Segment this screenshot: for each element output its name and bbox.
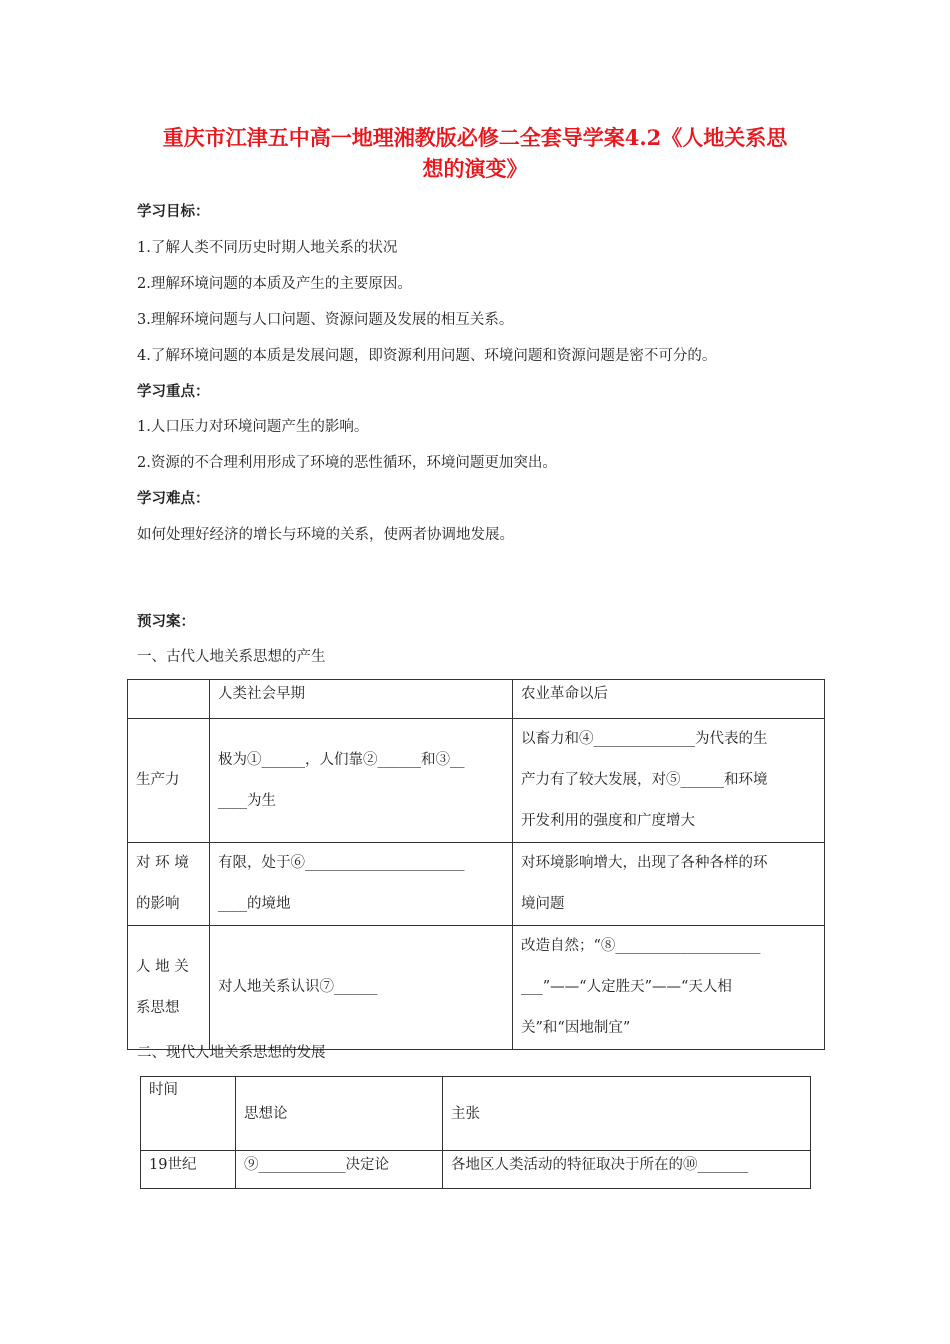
cell-line: ____的境地 — [218, 896, 291, 912]
section-2-heading: 二、现代人地关系思想的发展 — [137, 1045, 326, 1061]
table-row — [141, 1151, 811, 1189]
key-point-item: 1.人口压力对环境问题产生的影响。 — [137, 419, 369, 435]
table-row — [128, 719, 825, 843]
cell-line: 对环境影响增大，出现了各种各样的环 — [521, 855, 768, 871]
cell-line: 境问题 — [521, 896, 565, 912]
document-title — [110, 122, 840, 184]
objectives-heading: 学习目标： — [137, 203, 210, 220]
cell-line: 改造自然；“⑧____________________ — [521, 938, 761, 954]
key-points-heading: 学习重点： — [137, 383, 210, 400]
cell-line: 的影响 — [136, 896, 180, 912]
cell-theory: ⑨____________决定论 — [236, 1151, 443, 1189]
cell-early — [210, 843, 513, 926]
cell-claim: 各地区人类活动的特征取决于所在的⑩_______ — [443, 1151, 811, 1189]
cell-line: 关”和“因地制宜” — [521, 1020, 631, 1036]
cell-line: ___”——“人定胜天”——“天人相 — [521, 979, 732, 995]
cell-line: 开发利用的强度和广度增大 — [521, 813, 695, 829]
ancient-thought-table — [127, 679, 825, 1050]
cell-time: 19世纪 — [141, 1151, 236, 1189]
objective-item: 3.理解环境问题与人口问题、资源问题及发展的相互关系。 — [137, 312, 514, 328]
table-header-cell: 主张 — [443, 1077, 811, 1151]
cell-line: 人 地 关 — [136, 958, 189, 975]
objective-item: 2.理解环境问题的本质及产生的主要原因。 — [137, 276, 412, 292]
cell-early — [210, 926, 513, 1050]
cell-line: ____为生 — [218, 792, 276, 809]
cell-after — [513, 926, 825, 1050]
title-line-2: 想的演变》 — [422, 156, 528, 181]
row-label — [128, 843, 210, 926]
title-line-1: 重庆市江津五中高一地理湘教版必修二全套导学案4.2《人地关系思 — [162, 125, 788, 150]
table-header-cell: 时间 — [141, 1077, 236, 1151]
difficulties-heading: 学习难点： — [137, 490, 210, 507]
table-header-cell — [128, 680, 210, 719]
modern-thought-table — [140, 1076, 811, 1189]
cell-line: 系思想 — [136, 999, 180, 1016]
cell-line: 对人地关系认识⑦______ — [218, 979, 378, 995]
key-point-item: 2.资源的不合理利用形成了环境的恶性循环，环境问题更加突出。 — [137, 455, 557, 471]
preview-heading: 预习案： — [137, 613, 195, 630]
cell-line: 极为①______，人们靠②______和③__ — [218, 751, 465, 768]
row-label — [128, 926, 210, 1050]
difficulty-item: 如何处理好经济的增长与环境的关系，使两者协调地发展。 — [137, 527, 514, 543]
cell-after — [513, 843, 825, 926]
section-1-heading: 一、古代人地关系思想的产生 — [137, 649, 326, 665]
row-label: 生产力 — [128, 719, 210, 843]
cell-early — [210, 719, 513, 843]
objective-item: 1.了解人类不同历史时期人地关系的状况 — [137, 240, 398, 256]
table-header-cell: 思想论 — [236, 1077, 443, 1151]
table-row — [128, 926, 825, 1050]
table-header-cell: 人类社会早期 — [210, 680, 513, 719]
cell-after — [513, 719, 825, 843]
cell-line: 以畜力和④______________为代表的生 — [521, 731, 768, 747]
table-row — [128, 843, 825, 926]
cell-line: 对 环 境 — [136, 855, 189, 871]
cell-line: 有限，处于⑥______________________ — [218, 855, 465, 871]
table-header-cell: 农业革命以后 — [513, 680, 825, 719]
cell-line: 产力有了较大发展，对⑤______和环境 — [521, 772, 768, 788]
objective-item: 4.了解环境问题的本质是发展问题，即资源利用问题、环境问题和资源问题是密不可分的。 — [137, 348, 717, 364]
